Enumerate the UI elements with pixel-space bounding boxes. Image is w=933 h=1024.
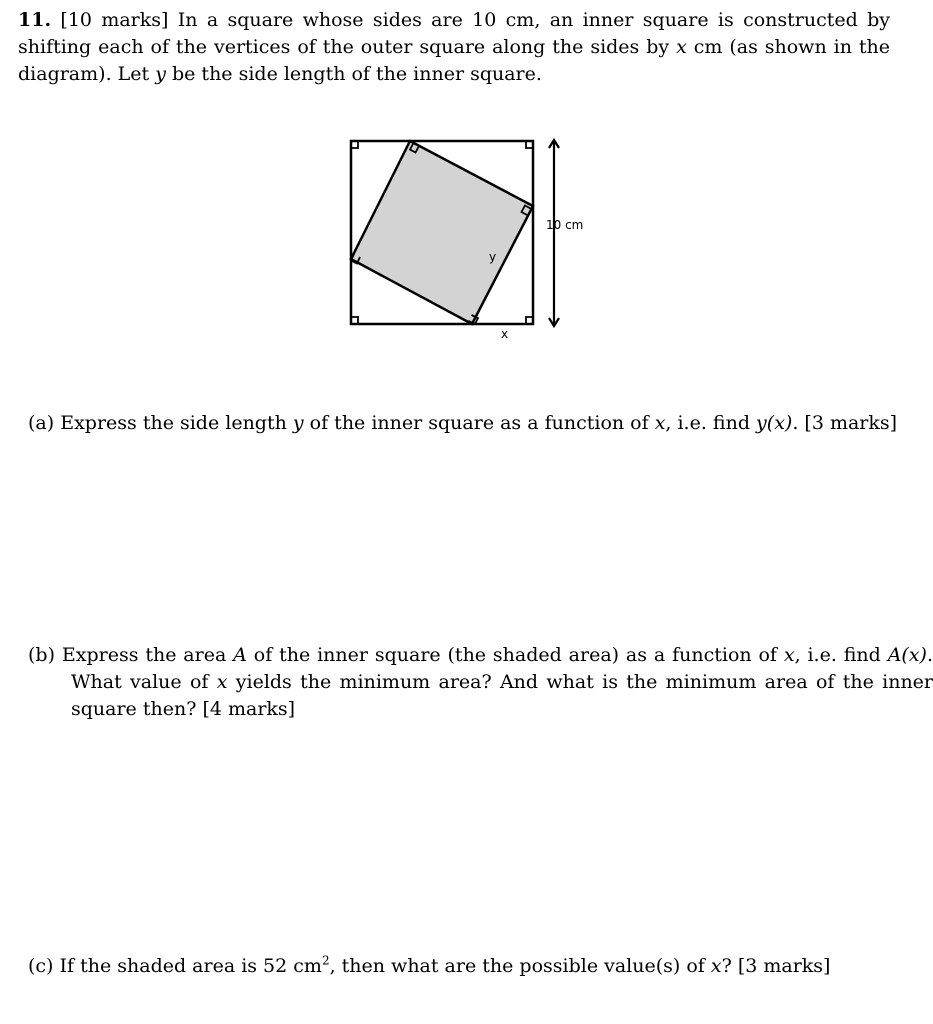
x-label: x [501, 327, 509, 341]
intro-text-3: be the side length of the inner square. [171, 63, 542, 85]
intro-text-1: In a square whose sides are 10 cm, an inner square is constructed by shifting each of the vertices of the outer square along the sides by [18, 9, 890, 58]
part-b [28, 642, 933, 723]
part-c-text-3: ? [721, 955, 732, 977]
intro-text-2: cm (as shown in the diagram). Let [18, 36, 890, 85]
part-b-func: A(x) [887, 644, 927, 666]
part-a-text-1: Express the side length [60, 412, 287, 434]
part-c-var-x: x [710, 955, 722, 977]
part-b-var-a: A [233, 644, 247, 666]
part-a-marks: [3 marks] [804, 412, 898, 434]
inner-square [351, 141, 533, 324]
part-c [28, 953, 890, 980]
part-c-label: (c) [28, 955, 54, 977]
part-b-text-2: of the inner square (the shaded area) as a function of [253, 644, 777, 666]
part-a-label: (a) [28, 412, 55, 434]
dimension-arrow [549, 140, 559, 326]
part-a-text-4: . [792, 412, 799, 434]
part-b-var-x2: x [216, 671, 228, 693]
part-a-var-y: y [292, 412, 304, 434]
question-intro: 11. [10 marks] In a square whose sides are 10 cm, an inner square is constructed by shifting each of the vertices of the outer square along the sides by x cm (as shown in the diagram). Let y be the side length of the inner square. [18, 9, 890, 85]
part-c-marks: [3 marks] [737, 955, 831, 977]
part-b-text-1: Express the area [61, 644, 227, 666]
part-a-text-2: of the inner square as a function of [309, 412, 649, 434]
part-b-var-x: x [783, 644, 795, 666]
square-diagram [330, 128, 610, 348]
part-b-label: (b) [28, 644, 55, 666]
side-length-label: 10 cm [546, 218, 584, 232]
part-b-text-5: yields the minimum area? And what is the minimum area of the inner square then? [71, 671, 933, 720]
part-b-text-3: , i.e. find [794, 644, 881, 666]
part-b-text-4: . What value of [71, 644, 933, 693]
part-c-text-1: If the shaded area is 52 cm [59, 955, 322, 977]
part-a [28, 410, 933, 437]
part-b-marks: [4 marks] [202, 698, 296, 720]
var-y: y [155, 63, 166, 85]
y-label: y [489, 250, 497, 264]
part-c-text-2: , then what are the possible value(s) of [329, 955, 705, 977]
part-a-var-x: x [654, 412, 666, 434]
var-x: x [676, 36, 687, 58]
question-number: 11 [18, 9, 45, 31]
question-marks: [10 marks] [60, 9, 169, 31]
part-a-func: y(x) [756, 412, 793, 434]
part-c-superscript: 2 [321, 953, 330, 968]
part-a-text-3: , i.e. find [665, 412, 750, 434]
